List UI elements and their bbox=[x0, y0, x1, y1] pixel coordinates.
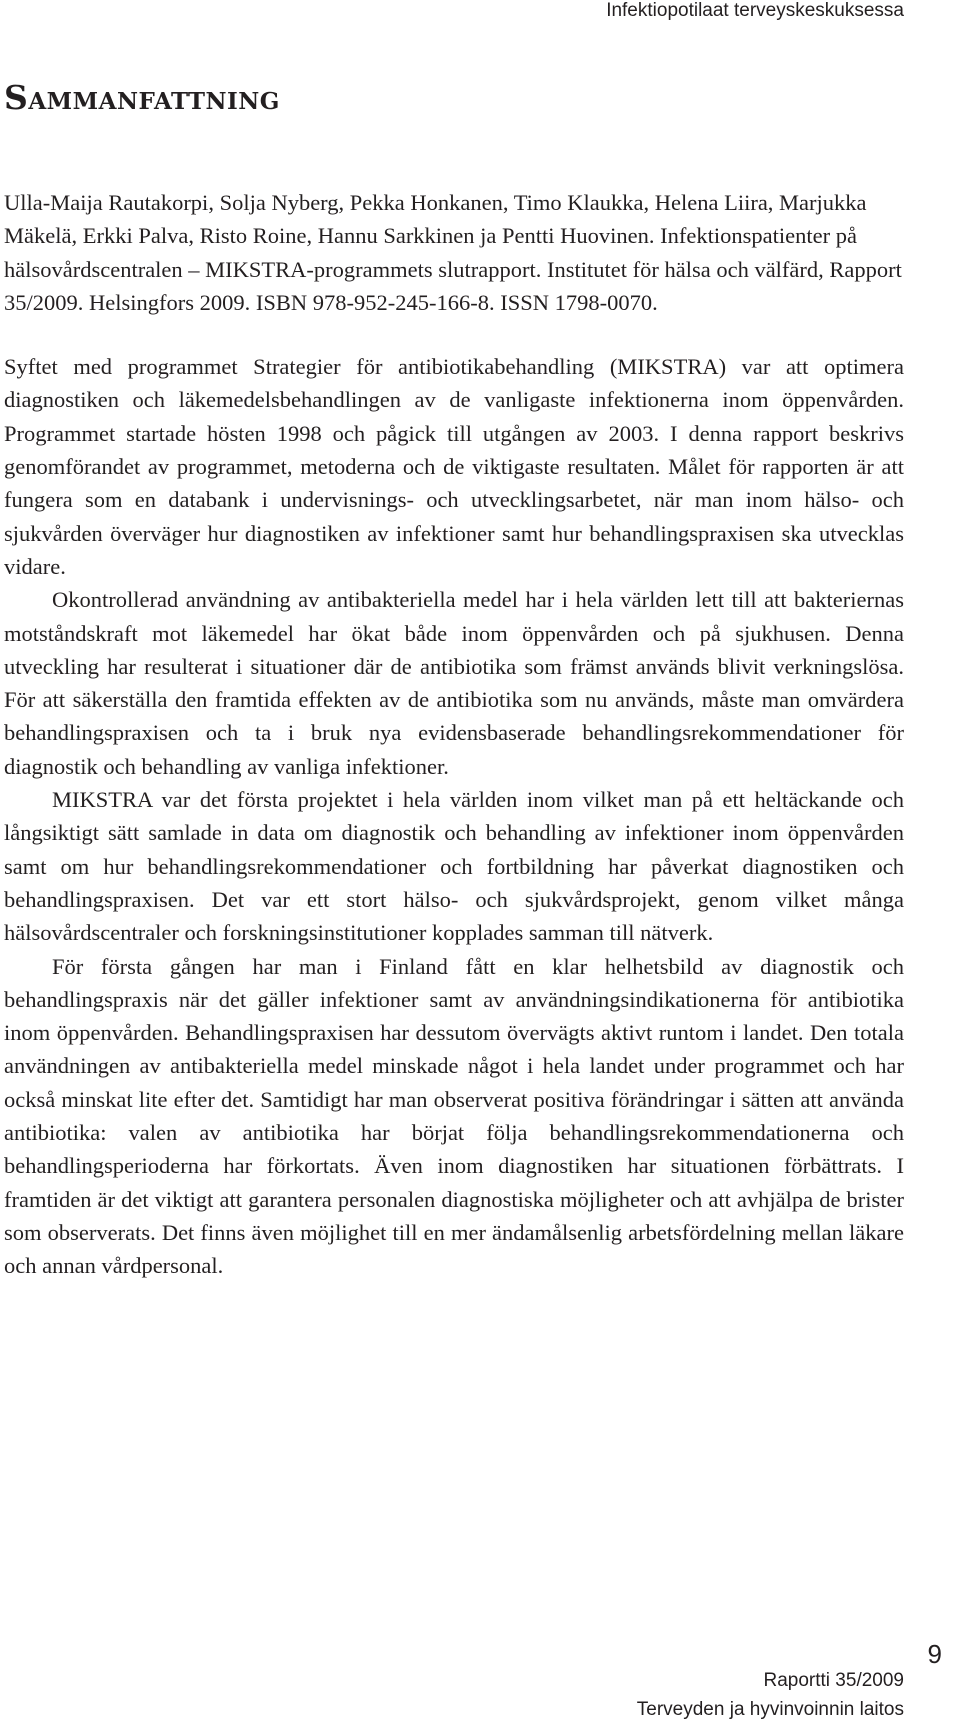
summary-paragraph-1: Syftet med programmet Strategier för antibiotikabehandling (MIKSTRA) var att optimera diagnostiken och läkemedelsbehandlingen av de vanligaste infektionerna inom öppenvården. Programmet startade hösten 1998 och pågick till utgången av 2003. I denna rapport beskrivs genomförandet av programmet, metoderna och de viktigaste resultaten. Målet för rapporten är att fungera som en databank i undervisnings- och utvecklingsarbetet, när man inom hälso- och sjukvården överväger hur diagnostiken av infektioner samt hur behandlingspraxisen ska utvecklas vidare. bbox=[4, 354, 904, 579]
running-header: Infektiopotilaat terveyskeskuksessa bbox=[606, 0, 904, 21]
footer-institute: Terveyden ja hyvinvoinnin laitos bbox=[636, 1699, 904, 1720]
footer-report-number: Raportti 35/2009 bbox=[763, 1670, 904, 1691]
summary-paragraph-2: Okontrollerad användning av antibakteriella medel har i hela världen lett till att bakteriernas motståndskraft mot läkemedel har ökat både inom öppenvården och på sjukhusen. Denna utveckling har resulterat i situationer där de antibiotika som främst används blivit verkningslösa. För att säkerställa den framtida effekten av de antibiotika som nu används, måste man omvärdera behandlingspraxisen och ta i bruk nya evidensbaserade behandlingsrekommendationer för diagnostik och behandling av vanliga infektioner. bbox=[4, 587, 904, 779]
summary-content bbox=[4, 186, 904, 1283]
section-title: Sammanfattning bbox=[4, 78, 280, 117]
page-footer bbox=[637, 1666, 904, 1724]
page-number: 9 bbox=[927, 1639, 942, 1669]
summary-paragraph-4: För första gången har man i Finland fått en klar helhetsbild av diagnostik och behandlingspraxis när det gäller infektioner samt av användningsindikationerna för antibiotika inom öppenvården. Behandlingspraxisen har dessutom övervägts aktivt runtom i landet. Den totala användningen av antibakteriella medel minskade något i hela landet under programmet och har också minskat lite efter det. Samtidigt har man observerat positiva förändringar i sätten att använda antibiotika: valen av antibiotika har börjat följa behandlingsrekommendationerna och behandlingsperioderna har förkortats. Även inom diagnostiken har situationen förbättrats. I framtiden är det viktigt att garantera personalen diagnostiska möjligheter och att avhjälpa de brister som observerats. Det finns även möjlighet till en mer ändamålsenlig arbetsfördelning mellan läkare och annan vårdpersonal. bbox=[4, 953, 904, 1279]
summary-paragraph-3: MIKSTRA var det första projektet i hela världen inom vilket man på ett heltäckande och långsiktigt sätt samlade in data om diagnostik och behandling av infektioner inom öppenvården samt om hur behandlingsrekommendationer och fortbildning har påverkat diagnostiken och behandlingspraxisen. Det var ett stort hälso- och sjukvårdsprojekt, genom vilket många hälsovårdscentraler och forskningsinstitutioner kopplades samman till nätverk. bbox=[4, 787, 904, 946]
bibliographic-citation: Ulla-Maija Rautakorpi, Solja Nyberg, Pekka Honkanen, Timo Klaukka, Helena Liira, Marjukka Mäkelä, Erkki Palva, Risto Roine, Hannu Sarkkinen ja Pentti Huovinen. Infektionspatienter på hälsovårdscentralen – MIKSTRA-programmets slutrapport. Institutet för hälsa och välfärd, Rapport 35/2009. Helsingfors 2009. ISBN 978-952-245-166-8. ISSN 1798-0070. bbox=[4, 190, 902, 315]
